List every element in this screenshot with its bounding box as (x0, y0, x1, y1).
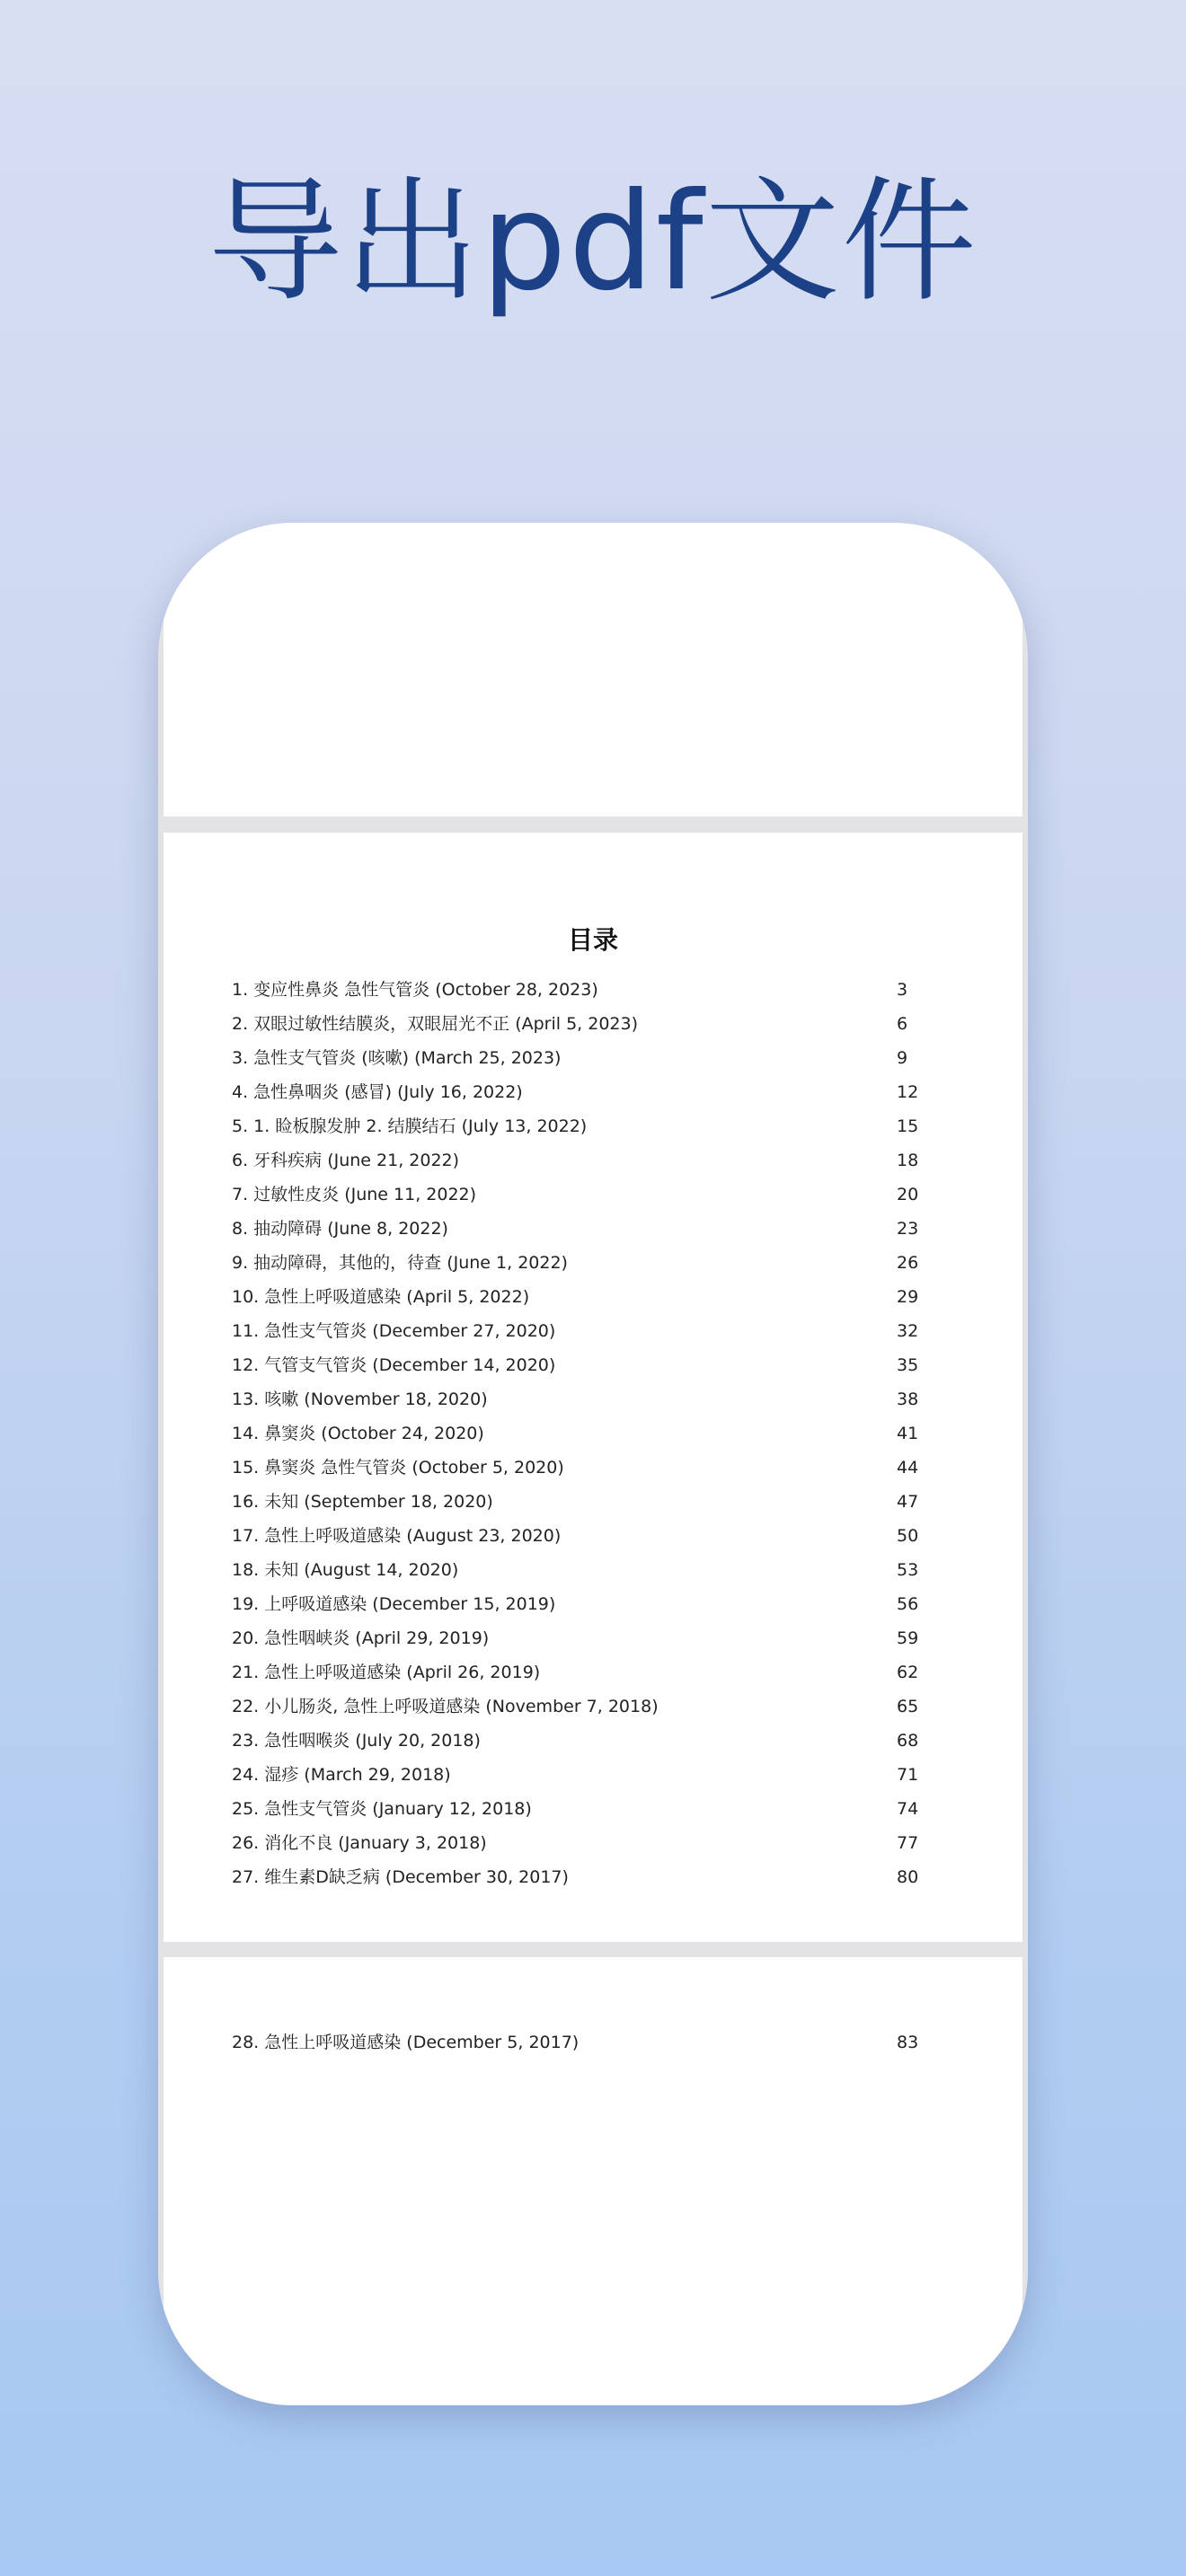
toc-entry-title: 2. 双眼过敏性结膜炎，双眼屈光不正 (April 5, 2023) (232, 1014, 639, 1034)
toc-entry-page-number: 59 (897, 1628, 919, 1648)
toc-entry-page-number: 18 (897, 1151, 919, 1170)
toc-entry-page-number: 47 (897, 1492, 919, 1512)
toc-entry[interactable] (232, 973, 933, 1007)
toc-entry-title: 11. 急性支气管炎 (December 27, 2020) (232, 1321, 556, 1341)
toc-entry-page-number: 35 (897, 1355, 919, 1375)
toc-entry-page-number: 44 (897, 1458, 919, 1478)
toc-entry[interactable] (232, 1519, 933, 1553)
pdf-page-toc (164, 833, 1022, 1942)
toc-entry[interactable] (232, 1689, 933, 1724)
toc-entry-page-number: 56 (897, 1594, 919, 1614)
toc-entry-title: 22. 小儿肠炎, 急性上呼吸道感染 (November 7, 2018) (232, 1697, 659, 1716)
toc-entry-page-number: 29 (897, 1287, 919, 1307)
toc-entry-title: 17. 急性上呼吸道感染 (August 23, 2020) (232, 1526, 562, 1546)
toc-entry-title: 19. 上呼吸道感染 (December 15, 2019) (232, 1594, 556, 1614)
toc-entry-page-number: 23 (897, 1219, 919, 1239)
pdf-preview[interactable] (164, 523, 1022, 2405)
toc-entry-title: 10. 急性上呼吸道感染 (April 5, 2022) (232, 1287, 530, 1307)
toc-entry-page-number: 26 (897, 1253, 919, 1273)
toc-entry-title: 27. 维生素D缺乏病 (December 30, 2017) (232, 1867, 569, 1887)
toc-entry-title: 8. 抽动障碍 (June 8, 2022) (232, 1219, 448, 1239)
toc-entry[interactable] (232, 1178, 933, 1212)
toc-entry-page-number: 38 (897, 1389, 919, 1409)
pdf-page-toc-continued (164, 1957, 1022, 2405)
toc-entry-title: 12. 气管支气管炎 (December 14, 2020) (232, 1355, 556, 1375)
toc-entry-page-number: 65 (897, 1697, 919, 1716)
toc-title: 目录 (567, 925, 618, 955)
toc-entry[interactable] (232, 1860, 933, 1894)
toc-entry-page-number: 80 (897, 1867, 919, 1887)
toc-entry[interactable] (232, 1621, 933, 1655)
toc-entry-page-number: 71 (897, 1765, 919, 1785)
toc-entry[interactable] (232, 1724, 933, 1758)
toc-entry[interactable] (232, 1280, 933, 1314)
toc-entry-page-number: 12 (897, 1082, 919, 1102)
phone-frame (158, 523, 1028, 2405)
toc-entry-title: 9. 抽动障碍，其他的，待查 (June 1, 2022) (232, 1253, 568, 1273)
toc-entry[interactable] (232, 1655, 933, 1689)
toc-entry-title: 25. 急性支气管炎 (January 12, 2018) (232, 1799, 532, 1819)
toc-entry-title: 20. 急性咽峡炎 (April 29, 2019) (232, 1628, 490, 1648)
toc-entry-page-number: 20 (897, 1185, 919, 1204)
toc-entry-page-number: 6 (897, 1014, 908, 1034)
toc-entry[interactable] (232, 1075, 933, 1109)
toc-entry[interactable] (232, 1587, 933, 1621)
toc-entry[interactable] (232, 1553, 933, 1587)
toc-entry-page-number: 9 (897, 1048, 908, 1068)
toc-entry-title: 15. 鼻窦炎 急性气管炎 (October 5, 2020) (232, 1458, 564, 1478)
toc-entry-page-number: 77 (897, 1833, 919, 1853)
toc-entry[interactable] (232, 1143, 933, 1178)
toc-entry[interactable] (232, 1212, 933, 1246)
toc-entry-page-number: 32 (897, 1321, 919, 1341)
toc-entry-page-number: 3 (897, 980, 908, 1000)
toc-entry-title: 13. 咳嗽 (November 18, 2020) (232, 1389, 488, 1409)
toc-entry-title: 1. 变应性鼻炎 急性气管炎 (October 28, 2023) (232, 980, 598, 1000)
hero-title: 导出pdf文件 (208, 164, 978, 321)
toc-entry[interactable] (232, 1109, 933, 1143)
toc-entry-page-number: 41 (897, 1424, 919, 1443)
toc-entry-title: 7. 过敏性皮炎 (June 11, 2022) (232, 1185, 477, 1204)
toc-entry[interactable] (232, 1246, 933, 1280)
toc-entry-title: 3. 急性支气管炎 (咳嗽) (March 25, 2023) (232, 1048, 562, 1068)
toc-entry-title: 26. 消化不良 (January 3, 2018) (232, 1833, 487, 1853)
toc-entry[interactable] (232, 2025, 933, 2060)
toc-entry-page-number: 74 (897, 1799, 919, 1819)
toc-entry[interactable] (232, 1007, 933, 1041)
toc-entry[interactable] (232, 1485, 933, 1519)
toc-entry[interactable] (232, 1792, 933, 1826)
toc-entry[interactable] (232, 1416, 933, 1451)
toc-entry-title: 16. 未知 (September 18, 2020) (232, 1492, 493, 1512)
toc-entry[interactable] (232, 1382, 933, 1416)
toc-entry[interactable] (232, 1314, 933, 1348)
toc-list (232, 973, 933, 1894)
toc-entry[interactable] (232, 1758, 933, 1792)
toc-entry-title: 28. 急性上呼吸道感染 (December 5, 2017) (232, 2033, 580, 2052)
toc-entry-title: 24. 湿疹 (March 29, 2018) (232, 1765, 451, 1785)
toc-entry-title: 14. 鼻窦炎 (October 24, 2020) (232, 1424, 484, 1443)
toc-entry-page-number: 50 (897, 1526, 919, 1546)
toc-entry-title: 5. 1. 睑板腺发肿 2. 结膜结石 (July 13, 2022) (232, 1116, 588, 1136)
toc-entry-page-number: 83 (897, 2033, 919, 2052)
toc-entry-title: 23. 急性咽喉炎 (July 20, 2018) (232, 1731, 481, 1751)
toc-entry[interactable] (232, 1348, 933, 1382)
toc-entry-title: 21. 急性上呼吸道感染 (April 26, 2019) (232, 1663, 541, 1682)
toc-entry-title: 6. 牙科疾病 (June 21, 2022) (232, 1151, 460, 1170)
toc-entry-title: 18. 未知 (August 14, 2020) (232, 1560, 459, 1580)
toc-entry-page-number: 53 (897, 1560, 919, 1580)
toc-entry[interactable] (232, 1041, 933, 1075)
toc-entry[interactable] (232, 1826, 933, 1860)
toc-entry-title: 4. 急性鼻咽炎 (感冒) (July 16, 2022) (232, 1082, 523, 1102)
toc-entry-page-number: 68 (897, 1731, 919, 1751)
pdf-page-previous (164, 523, 1022, 816)
toc-list-continued (232, 2025, 933, 2060)
toc-entry[interactable] (232, 1451, 933, 1485)
toc-entry-page-number: 15 (897, 1116, 919, 1136)
toc-entry-page-number: 62 (897, 1663, 919, 1682)
